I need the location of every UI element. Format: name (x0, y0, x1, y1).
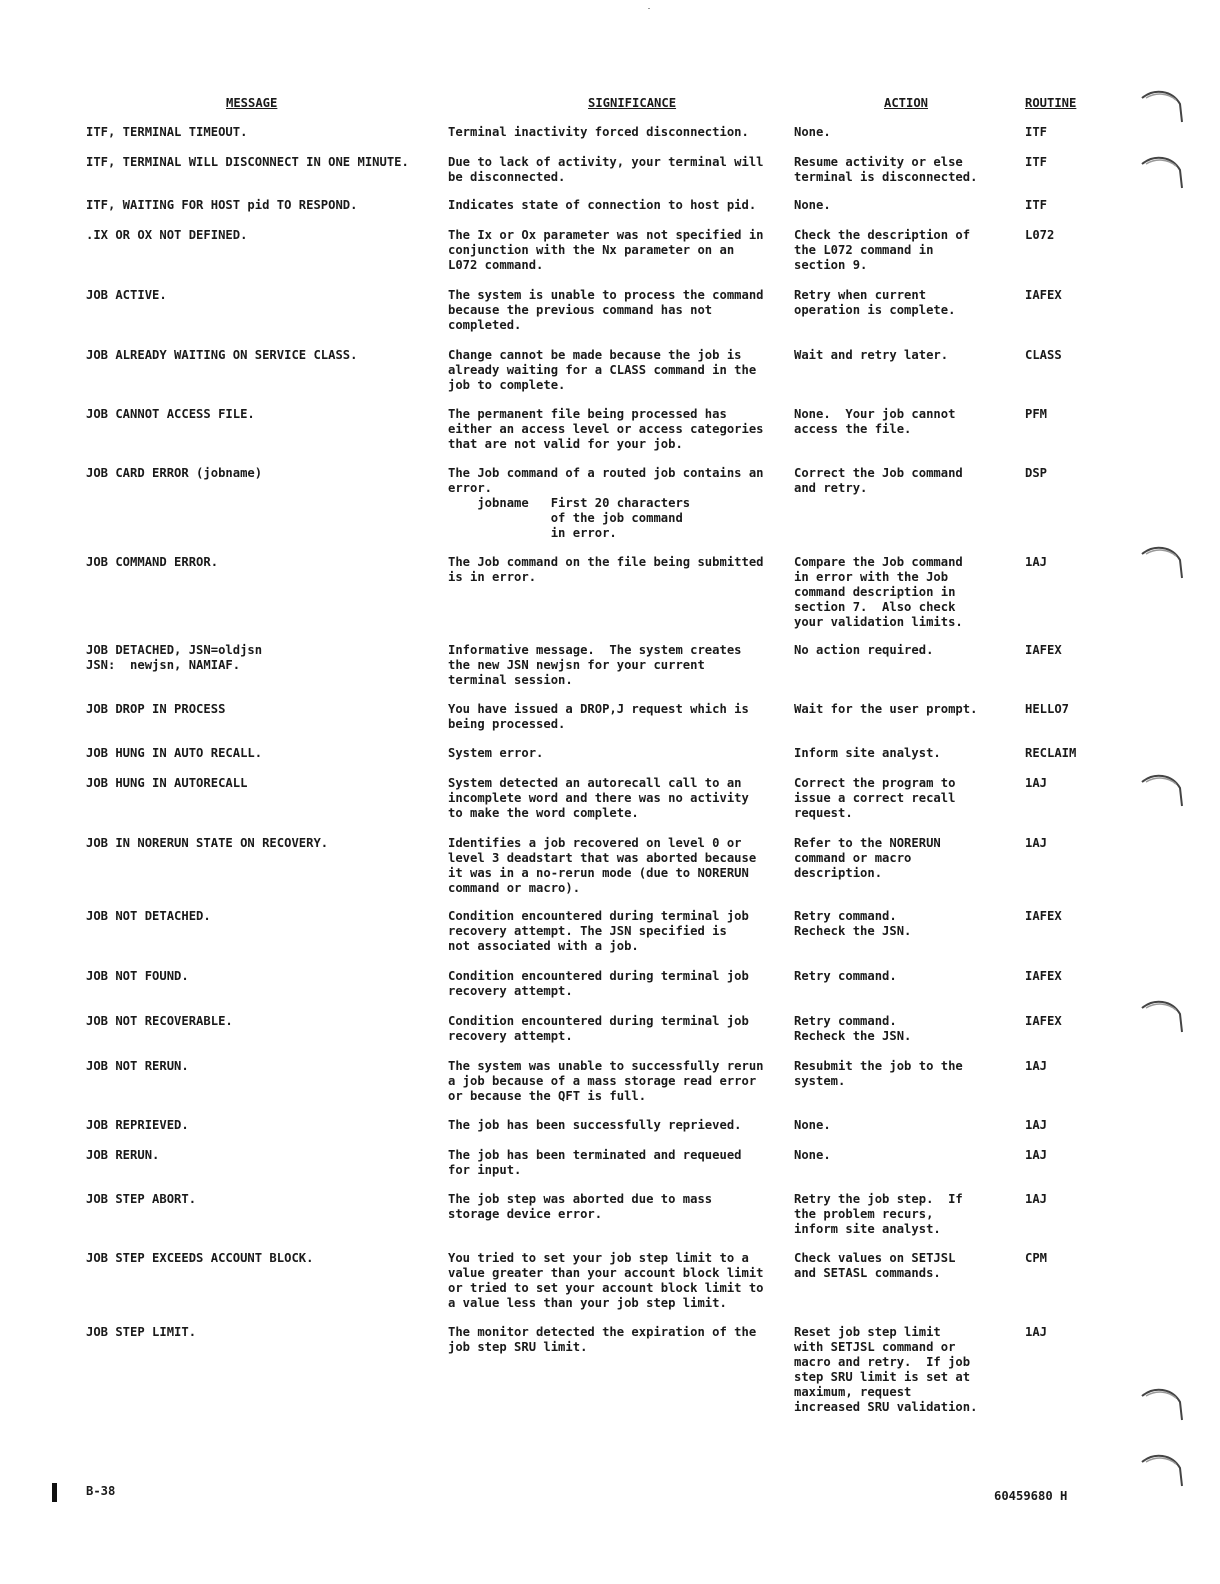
binder-hole-mark (1138, 152, 1186, 194)
row-action: None. (794, 198, 831, 212)
row-message: JOB CANNOT ACCESS FILE. (86, 407, 255, 421)
row-message: JOB IN NORERUN STATE ON RECOVERY. (86, 836, 329, 850)
row-routine: 1AJ (1025, 555, 1048, 569)
row-message: ITF, TERMINAL WILL DISCONNECT IN ONE MINUTE. (86, 155, 409, 169)
row-significance: Condition encountered during terminal job recovery attempt. (448, 969, 749, 998)
row-action: No action required. (794, 643, 934, 657)
row-routine: CPM (1025, 1251, 1048, 1265)
row-routine: 1AJ (1025, 1325, 1048, 1339)
row-message: JOB HUNG IN AUTORECALL (86, 776, 248, 790)
row-message: JOB DROP IN PROCESS (86, 702, 226, 716)
row-action: None. Your job cannot access the file. (794, 407, 956, 436)
row-significance: Condition encountered during terminal job recovery attempt. The JSN specified is not associated with a job. (448, 909, 749, 953)
row-significance: Identifies a job recovered on level 0 or level 3 deadstart that was aborted because it was in a no-rerun mode (due to NORERUN command or macro). (448, 836, 757, 895)
row-message: JOB COMMAND ERROR. (86, 555, 219, 569)
row-message: JOB NOT RERUN. (86, 1059, 189, 1073)
row-routine: 1AJ (1025, 1118, 1048, 1132)
row-significance: You have issued a DROP,J request which is being processed. (448, 702, 749, 731)
row-message: JOB RERUN. (86, 1148, 160, 1162)
row-message: ITF, WAITING FOR HOST pid TO RESPOND. (86, 198, 358, 212)
row-action: None. (794, 1148, 831, 1162)
row-message: JOB STEP EXCEEDS ACCOUNT BLOCK. (86, 1251, 314, 1265)
row-action: Resume activity or else terminal is disconnected. (794, 155, 978, 184)
row-action: Retry command. Recheck the JSN. (794, 1014, 912, 1043)
row-significance: The Job command of a routed job contains an error. jobname First 20 characters of the job command in error. (448, 466, 764, 540)
binder-hole-mark (1138, 996, 1186, 1038)
row-significance: The job has been successfully reprieved. (448, 1118, 742, 1132)
row-action: None. (794, 1118, 831, 1132)
row-message: ITF, TERMINAL TIMEOUT. (86, 125, 248, 139)
document-number: 60459680 H (994, 1489, 1068, 1503)
row-significance: Informative message. The system creates the new JSN newjsn for your current terminal session. (448, 643, 742, 687)
binder-hole-mark (1138, 542, 1186, 584)
row-routine: IAFEX (1025, 1014, 1062, 1028)
row-routine: 1AJ (1025, 1059, 1048, 1073)
row-routine: IAFEX (1025, 643, 1062, 657)
row-action: Retry the job step. If the problem recurs, inform site analyst. (794, 1192, 963, 1236)
row-significance: Due to lack of activity, your terminal will be disconnected. (448, 155, 764, 184)
row-action: Retry command. (794, 969, 897, 983)
row-significance: The job step was aborted due to mass storage device error. (448, 1192, 713, 1221)
row-significance: The system was unable to successfully rerun a job because of a mass storage read error or because the QFT is full. (448, 1059, 764, 1103)
row-routine: DSP (1025, 466, 1048, 480)
row-message: JOB DETACHED, JSN=oldjsn JSN: newjsn, NAMIAF. (86, 643, 263, 672)
row-routine: 1AJ (1025, 1192, 1048, 1206)
row-message: JOB REPRIEVED. (86, 1118, 189, 1132)
row-significance: Condition encountered during terminal job recovery attempt. (448, 1014, 749, 1043)
header-message: MESSAGE (226, 96, 278, 110)
row-significance: System detected an autorecall call to an incomplete word and there was no activity to make the word complete. (448, 776, 749, 820)
row-action: Inform site analyst. (794, 746, 941, 760)
header-routine: ROUTINE (1025, 96, 1077, 110)
row-message: .IX OR OX NOT DEFINED. (86, 228, 248, 242)
row-action: Check values on SETJSL and SETASL commands. (794, 1251, 956, 1280)
row-routine: ITF (1025, 125, 1048, 139)
row-significance: Terminal inactivity forced disconnection. (448, 125, 749, 139)
row-message: JOB ACTIVE. (86, 288, 167, 302)
row-action: Correct the Job command and retry. (794, 466, 963, 495)
header-action: ACTION (884, 96, 929, 110)
row-action: Wait and retry later. (794, 348, 949, 362)
row-message: JOB ALREADY WAITING ON SERVICE CLASS. (86, 348, 358, 362)
row-significance: The Job command on the file being submitted is in error. (448, 555, 764, 584)
row-routine: ITF (1025, 198, 1048, 212)
change-bar (52, 1483, 57, 1502)
row-significance: The monitor detected the expiration of the job step SRU limit. (448, 1325, 757, 1354)
row-action: Reset job step limit with SETJSL command or macro and retry. If job step SRU limit is set at maximum, request increased SRU validation. (794, 1325, 978, 1414)
scan-speck (648, 8, 650, 9)
row-action: Retry when current operation is complete. (794, 288, 956, 317)
row-action: Wait for the user prompt. (794, 702, 978, 716)
page-number: B-38 (86, 1484, 116, 1498)
row-message: JOB NOT DETACHED. (86, 909, 211, 923)
row-routine: ITF (1025, 155, 1048, 169)
binder-hole-mark (1138, 1450, 1186, 1492)
row-routine: IAFEX (1025, 288, 1062, 302)
row-routine: CLASS (1025, 348, 1062, 362)
row-routine: RECLAIM (1025, 746, 1077, 760)
row-significance: You tried to set your job step limit to a value greater than your account block limit or tried to set your account block limit to a value less than your job step limit. (448, 1251, 764, 1310)
row-action: Resubmit the job to the system. (794, 1059, 963, 1088)
row-action: Correct the program to issue a correct recall request. (794, 776, 956, 820)
row-action: Retry command. Recheck the JSN. (794, 909, 912, 938)
row-significance: The permanent file being processed has either an access level or access categories that are not valid for your job. (448, 407, 764, 451)
row-routine: 1AJ (1025, 836, 1048, 850)
row-routine: HELLO7 (1025, 702, 1070, 716)
row-action: Refer to the NORERUN command or macro description. (794, 836, 941, 880)
row-significance: The Ix or Ox parameter was not specified in conjunction with the Nx parameter on an L072 command. (448, 228, 764, 272)
row-message: JOB NOT RECOVERABLE. (86, 1014, 233, 1028)
row-message: JOB NOT FOUND. (86, 969, 189, 983)
row-action: Check the description of the L072 command in section 9. (794, 228, 971, 272)
binder-hole-mark (1138, 86, 1186, 128)
header-significance: SIGNIFICANCE (588, 96, 677, 110)
binder-hole-mark (1138, 770, 1186, 812)
row-significance: System error. (448, 746, 544, 760)
binder-hole-mark (1138, 1384, 1186, 1426)
row-significance: Indicates state of connection to host pid. (448, 198, 757, 212)
row-message: JOB CARD ERROR (jobname) (86, 466, 263, 480)
row-routine: L072 (1025, 228, 1055, 242)
row-significance: The system is unable to process the command because the previous command has not completed. (448, 288, 764, 332)
row-routine: PFM (1025, 407, 1048, 421)
row-action: None. (794, 125, 831, 139)
row-message: JOB STEP ABORT. (86, 1192, 197, 1206)
row-significance: The job has been terminated and requeued for input. (448, 1148, 742, 1177)
row-significance: Change cannot be made because the job is already waiting for a CLASS command in the job to complete. (448, 348, 757, 392)
row-message: JOB HUNG IN AUTO RECALL. (86, 746, 263, 760)
row-routine: 1AJ (1025, 1148, 1048, 1162)
row-message: JOB STEP LIMIT. (86, 1325, 197, 1339)
row-routine: 1AJ (1025, 776, 1048, 790)
row-routine: IAFEX (1025, 909, 1062, 923)
row-routine: IAFEX (1025, 969, 1062, 983)
row-action: Compare the Job command in error with the Job command description in section 7. Also check your validation limits. (794, 555, 963, 629)
